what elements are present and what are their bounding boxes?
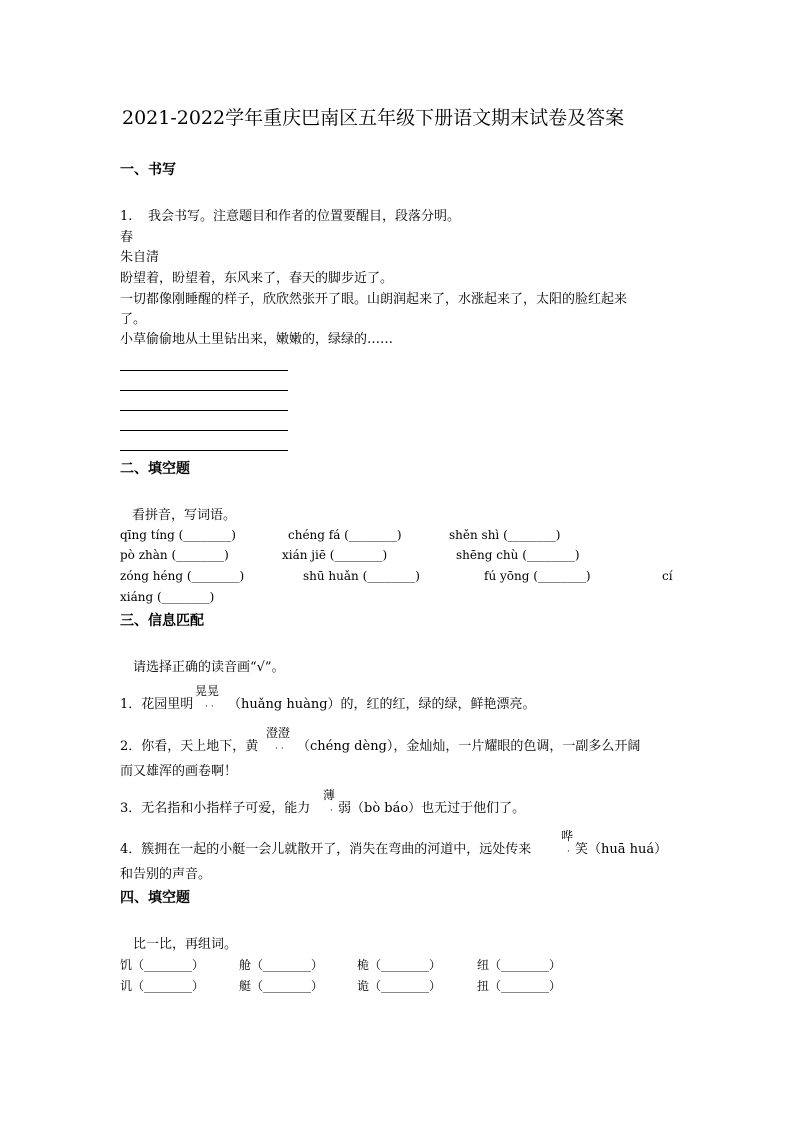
match-question-1-prefix: 1．花园里明 xyxy=(120,697,194,712)
ruby-annotation: 哗 xyxy=(561,829,574,843)
section2-heading: 二、填空题 xyxy=(120,461,190,477)
section4-heading: 四、填空题 xyxy=(120,890,190,906)
pinyin-blank[interactable]: shēng chù (________) xyxy=(456,548,580,562)
writing-line[interactable] xyxy=(120,430,288,431)
pinyin-blank[interactable]: shū huǎn (________) xyxy=(303,569,420,583)
section2-instruction: 看拼音，写词语。 xyxy=(132,508,237,523)
pinyin-blank[interactable]: xiáng (________) xyxy=(120,590,215,604)
pinyin-blank[interactable]: zóng héng (________) xyxy=(120,569,245,583)
section3-heading: 三、信息匹配 xyxy=(120,613,204,629)
section4-instruction: 比一比，再组词。 xyxy=(133,937,238,952)
section3-instruction: 请选择正确的读音画“√”。 xyxy=(133,660,285,675)
ruby-annotation: 澄澄 xyxy=(266,726,291,740)
pinyin-blank[interactable]: qīng tíng (________) xyxy=(120,528,236,542)
poem-line-2b: 了。 xyxy=(120,312,147,327)
word-group-blank[interactable]: 纽（________） xyxy=(477,958,562,972)
emphasis-dots: · xyxy=(330,806,336,816)
writing-line[interactable] xyxy=(120,370,288,371)
word-group-blank[interactable]: 诡（________） xyxy=(357,979,442,993)
pinyin-blank[interactable]: xián jiē (________) xyxy=(282,548,388,562)
writing-line[interactable] xyxy=(120,450,288,451)
word-group-blank[interactable]: 桅（________） xyxy=(357,958,442,972)
match-question-2-prefix: 2．你看，天上地下，黄 xyxy=(120,739,259,754)
match-question-4-prefix: 4．簇拥在一起的小艇一会儿就散开了，消失在弯曲的河道中，远处传来 xyxy=(120,842,532,857)
ruby-annotation: 薄 xyxy=(323,788,336,802)
pinyin-blank[interactable]: chéng fá (________) xyxy=(288,528,402,542)
emphasis-dots: ·· xyxy=(275,744,287,754)
match-question-3-prefix: 3．无名指和小指样子可爱，能力 xyxy=(120,801,311,816)
poem-author: 朱自清 xyxy=(120,250,160,265)
pinyin-blank[interactable]: fú yōng (________) xyxy=(484,569,591,583)
document-title: 2021-2022学年重庆巴南区五年级下册语文期末试卷及答案 xyxy=(122,107,625,129)
poem-line-1: 盼望着，盼望着，东风来了，春天的脚步近了。 xyxy=(120,271,394,286)
word-group-blank[interactable]: 扭（________） xyxy=(477,979,562,993)
question1-text: 我会书写。注意题目和作者的位置要醒目，段落分明。 xyxy=(148,209,461,224)
poem-line-3: 小草偷偷地从土里钻出来，嫩嫩的，绿绿的…… xyxy=(120,332,394,347)
ruby-annotation: 晃晃 xyxy=(195,684,220,698)
word-group-blank[interactable]: 舱（________） xyxy=(239,958,324,972)
word-group-blank[interactable]: 饥（________） xyxy=(120,958,205,972)
word-group-blank[interactable]: 艇（________） xyxy=(239,979,324,993)
match-question-2-line2: 而又雄浑的画卷啊！ xyxy=(120,764,238,779)
pinyin-blank[interactable]: shěn shì (________) xyxy=(449,528,561,542)
match-question-4-options[interactable]: 笑（huā huá） xyxy=(575,842,668,857)
pinyin-blank[interactable]: pò zhàn (________) xyxy=(120,548,229,562)
match-question-4-line2: 和告别的声音。 xyxy=(120,867,212,882)
writing-line[interactable] xyxy=(120,410,288,411)
pinyin-fragment: cí xyxy=(662,569,673,583)
question1-number: 1. xyxy=(120,209,133,224)
poem-line-2a: 一切都像刚睡醒的样子，欣欣然张开了眼。山朗润起来了，水涨起来了，太阳的脸红起来 xyxy=(120,292,628,307)
word-group-blank[interactable]: 讥（________） xyxy=(120,979,205,993)
section1-heading: 一、书写 xyxy=(120,162,176,178)
poem-title: 春 xyxy=(120,230,134,245)
emphasis-dots: ·· xyxy=(205,702,217,712)
match-question-1-options[interactable]: （huǎng huàng）的，红的红，绿的绿，鲜艳漂亮。 xyxy=(228,697,536,712)
emphasis-dots: · xyxy=(567,847,573,857)
match-question-3-options[interactable]: 弱（bò báo）也无过于他们了。 xyxy=(338,801,526,816)
writing-line[interactable] xyxy=(120,390,288,391)
match-question-2-options[interactable]: （chéng dèng），金灿灿，一片耀眼的色调，一副多么开阔 xyxy=(297,739,641,754)
